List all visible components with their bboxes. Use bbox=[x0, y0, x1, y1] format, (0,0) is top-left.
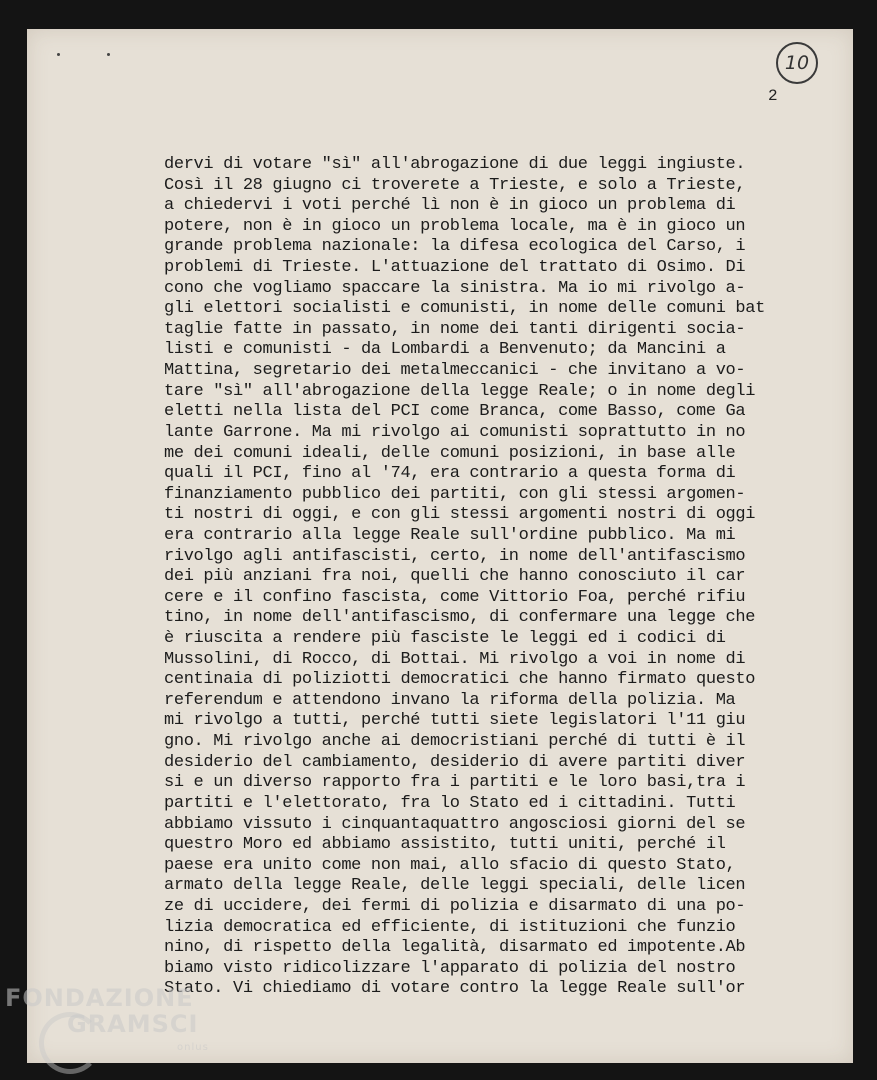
text-line: gno. Mi rivolgo anche ai democristiani perché di tutti è il bbox=[164, 732, 746, 752]
text-line: paese era unito come non mai, allo sfacio di questo Stato, bbox=[164, 855, 736, 875]
text-line: lizia democratica ed efficiente, di istituzioni che funzio bbox=[164, 917, 736, 937]
text-line: finanziamento pubblico dei partiti, con gli stessi argomen- bbox=[164, 484, 746, 504]
text-line: Stato. Vi chiediamo di votare contro la legge Reale sull'or bbox=[164, 979, 746, 999]
text-line: tino, in nome dell'antifascismo, di confermare una legge che bbox=[164, 608, 756, 628]
text-line: armato della legge Reale, delle leggi speciali, delle licen bbox=[164, 876, 746, 896]
watermark-line-3: onlus bbox=[177, 1042, 209, 1053]
fondazione-gramsci-watermark bbox=[5, 984, 209, 1053]
text-line: Così il 28 giugno ci troverete a Trieste, e solo a Trieste, bbox=[164, 175, 746, 195]
text-line: eletti nella lista del PCI come Branca, come Basso, come Ga bbox=[164, 402, 746, 422]
text-line: potere, non è in gioco un problema locale, ma è in gioco un bbox=[164, 216, 746, 236]
text-line: partiti e l'elettorato, fra lo Stato ed i cittadini. Tutti bbox=[164, 793, 736, 813]
text-line: questro Moro ed abbiamo assistito, tutti uniti, perché il bbox=[164, 835, 726, 855]
text-line: centinaia di poliziotti democratici che hanno firmato questo bbox=[164, 670, 756, 690]
text-line: quali il PCI, fino al '74, era contrario a questa forma di bbox=[164, 464, 736, 484]
text-line: rivolgo agli antifascisti, certo, in nome dell'antifascismo bbox=[164, 546, 746, 566]
text-line: nino, di rispetto della legalità, disarmato ed impotente.Ab bbox=[164, 938, 746, 958]
watermark-line-1: FONDAZIONE bbox=[5, 984, 194, 1012]
text-line: Mattina, segretario dei metalmeccanici - che invitano a vo- bbox=[164, 361, 746, 381]
punch-mark bbox=[57, 53, 60, 56]
text-line: problemi di Trieste. L'attuazione del trattato di Osimo. Di bbox=[164, 258, 746, 278]
text-line: Mussolini, di Rocco, di Bottai. Mi rivolgo a voi in nome di bbox=[164, 649, 746, 669]
text-line: mi rivolgo a tutti, perché tutti siete legislatori l'11 giu bbox=[164, 711, 746, 731]
page-number: 2 bbox=[768, 87, 778, 105]
text-line: taglie fatte in passato, in nome dei tanti dirigenti socia- bbox=[164, 319, 746, 339]
text-line: tare "sì" all'abrogazione della legge Reale; o in nome degli bbox=[164, 381, 756, 401]
text-line: dervi di votare "sì" all'abrogazione di due leggi ingiuste. bbox=[164, 155, 746, 174]
text-line: si e un diverso rapporto fra i partiti e le loro basi,tra i bbox=[164, 773, 746, 793]
text-line: listi e comunisti - da Lombardi a Benvenuto; da Mancini a bbox=[164, 340, 726, 360]
text-line: me dei comuni ideali, delle comuni posizioni, in base alle bbox=[164, 443, 736, 463]
text-line: cono che vogliamo spaccare la sinistra. Ma io mi rivolgo a- bbox=[164, 278, 746, 298]
text-line: biamo visto ridicolizzare l'apparato di polizia del nostro bbox=[164, 958, 736, 978]
text-line: era contrario alla legge Reale sull'ordine pubblico. Ma mi bbox=[164, 525, 736, 545]
document-page bbox=[27, 29, 853, 1063]
text-line: a chiedervi i voti perché lì non è in gioco un problema di bbox=[164, 196, 736, 216]
watermark-line-2: GRAMSCI bbox=[67, 1010, 199, 1038]
text-line: dei più anziani fra noi, quelli che hanno conosciuto il car bbox=[164, 567, 746, 587]
typewritten-text bbox=[164, 155, 844, 1000]
archive-number-stamp: 10 bbox=[776, 42, 818, 84]
text-line: abbiamo vissuto i cinquantaquattro angosciosi giorni del se bbox=[164, 814, 746, 834]
text-line: cere e il confino fascista, come Vittorio Foa, perché rifiu bbox=[164, 587, 746, 607]
text-line: referendum e attendono invano la riforma della polizia. Ma bbox=[164, 690, 736, 710]
text-line: gli elettori socialisti e comunisti, in nome delle comuni bat bbox=[164, 299, 765, 319]
text-line: è riuscita a rendere più fasciste le leggi ed i codici di bbox=[164, 629, 726, 649]
watermark-g-ring-icon bbox=[39, 1012, 101, 1074]
text-line: desiderio del cambiamento, desiderio di avere partiti diver bbox=[164, 752, 746, 772]
text-line: grande problema nazionale: la difesa ecologica del Carso, i bbox=[164, 237, 746, 257]
text-line: ze di uccidere, dei fermi di polizia e disarmato di una po- bbox=[164, 896, 746, 916]
text-line: ti nostri di oggi, e con gli stessi argomenti nostri di oggi bbox=[164, 505, 756, 525]
text-line: lante Garrone. Ma mi rivolgo ai comunisti soprattutto in no bbox=[164, 422, 746, 442]
punch-mark bbox=[107, 53, 110, 56]
